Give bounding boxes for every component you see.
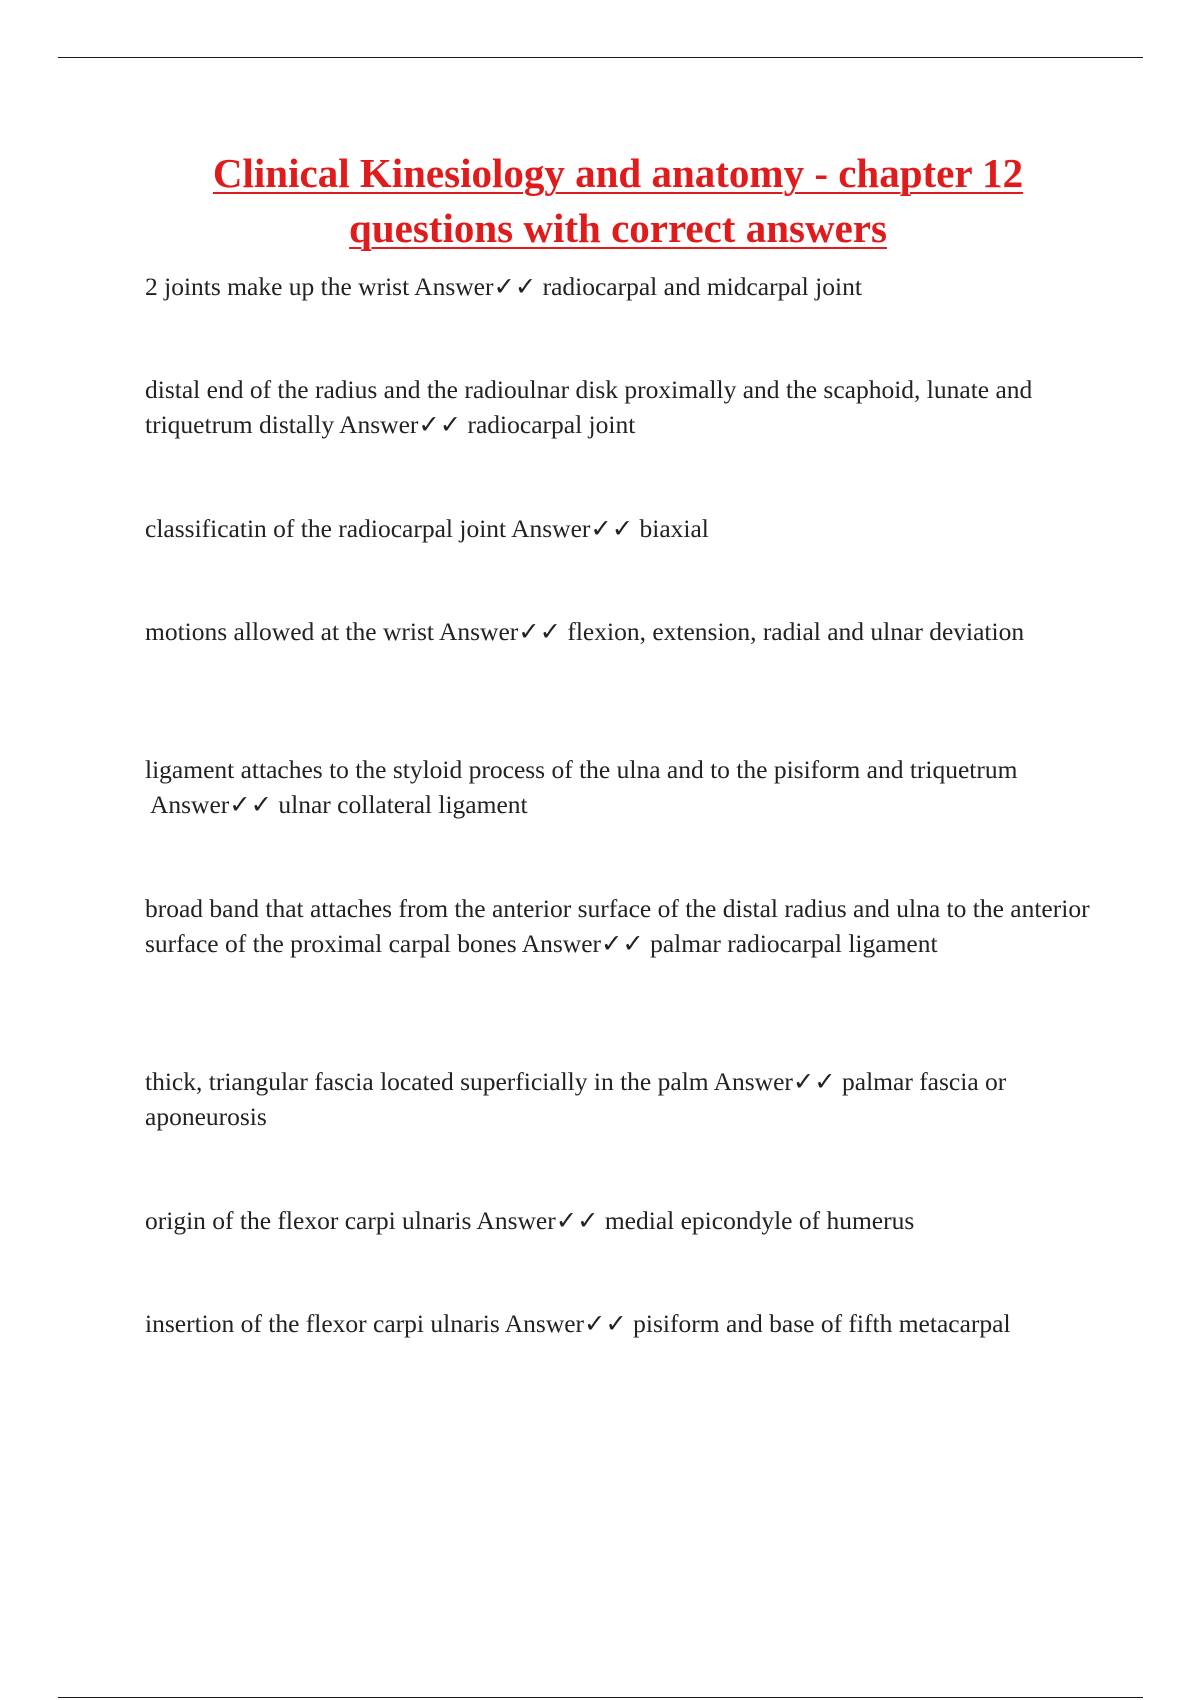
qa-item [145, 614, 1095, 649]
answer-text: radiocarpal and midcarpal joint [542, 272, 862, 301]
footer-rule [58, 1697, 1143, 1698]
question-text: insertion of the flexor carpi ulnaris [145, 1309, 500, 1338]
answer-text: pisiform and base of fifth metacarpal [633, 1309, 1011, 1338]
answer-text: radiocarpal joint [467, 410, 636, 439]
answer-marker: Answer✓✓ [511, 514, 634, 543]
qa-item [145, 1203, 1095, 1238]
qa-item [145, 891, 1095, 961]
answer-text: palmar fascia or aponeurosis [145, 1067, 1007, 1131]
title-line-1: Clinical Kinesiology and anatomy - chapter 12 [212, 150, 1024, 196]
question-text: distal end of the radius and the radioulnar disk proximally and the scaphoid, lunate and triquetrum distally [145, 375, 1033, 439]
qa-item [145, 269, 1095, 304]
document-title [120, 146, 1116, 256]
answer-marker: Answer✓✓ [339, 410, 462, 439]
qa-item [145, 1306, 1095, 1341]
question-text: ligament attaches to the styloid process of the ulna and to the pisiform and triquetrum [145, 755, 1018, 784]
qa-item [145, 1064, 1095, 1134]
qa-item [145, 511, 1095, 546]
question-text: thick, triangular fascia located superficially in the palm [145, 1067, 709, 1096]
answer-marker: Answer✓✓ [438, 617, 561, 646]
answer-marker: Answer✓✓ [149, 790, 273, 819]
answer-marker: Answer✓✓ [713, 1067, 836, 1096]
question-text: motions allowed at the wrist [145, 617, 434, 646]
question-text: classificatin of the radiocarpal joint [145, 514, 507, 543]
answer-marker: Answer✓✓ [504, 1309, 627, 1338]
answer-marker: Answer✓✓ [476, 1206, 599, 1235]
question-text: broad band that attaches from the anterior surface of the distal radius and ulna to the anterior surface of the proximal carpal bones [145, 894, 1090, 958]
title-line-2: questions with correct answers [349, 205, 887, 251]
answer-marker: Answer✓✓ [414, 272, 537, 301]
question-text: 2 joints make up the wrist [145, 272, 410, 301]
answer-text: flexion, extension, radial and ulnar deviation [567, 617, 1025, 646]
answer-text: biaxial [639, 514, 709, 543]
qa-item [145, 372, 1095, 442]
header-rule [58, 57, 1143, 58]
answer-text: palmar radiocarpal ligament [650, 929, 938, 958]
answer-marker: Answer✓✓ [521, 929, 644, 958]
answer-text: medial epicondyle of humerus [604, 1206, 915, 1235]
answer-text: ulnar collateral ligament [278, 790, 528, 819]
qa-item [145, 752, 1095, 822]
question-text: origin of the flexor carpi ulnaris [145, 1206, 472, 1235]
